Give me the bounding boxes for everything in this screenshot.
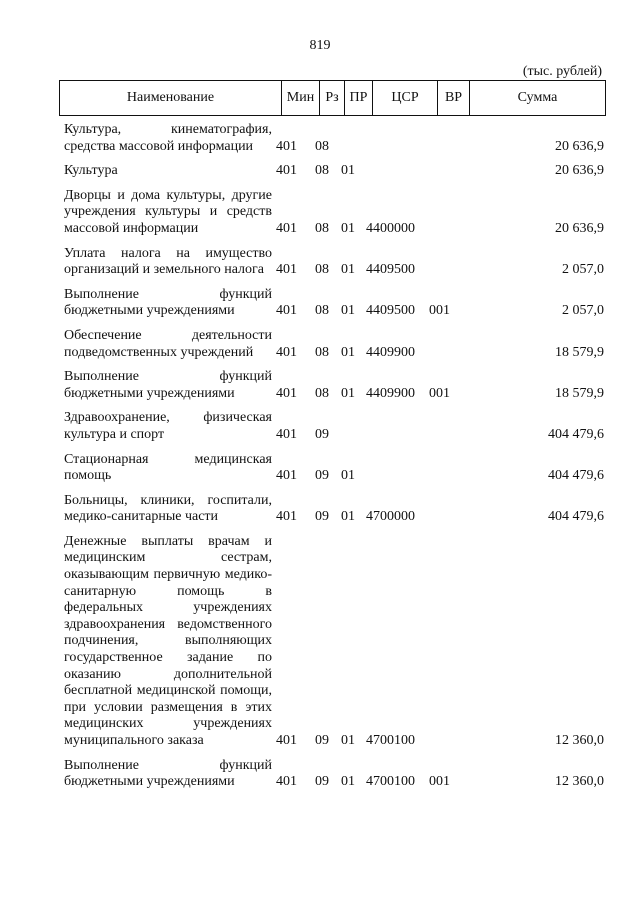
column-header-name: Наименование: [60, 81, 282, 116]
table-row: [64, 287, 604, 320]
row-pr: 01: [341, 774, 355, 790]
row-vr: 001: [429, 303, 450, 319]
column-header-csr: ЦСР: [373, 81, 438, 116]
table-row: [64, 410, 604, 443]
row-sum: 12 360,0: [555, 733, 604, 748]
row-rz: 09: [315, 733, 329, 748]
row-csr: 4400000: [366, 220, 415, 236]
row-min: 401: [276, 385, 297, 401]
row-csr: 4409500: [366, 303, 415, 319]
row-name: Выполнение функций бюджетными учреждениями: [64, 286, 272, 319]
row-min: 401: [276, 426, 297, 442]
row-rz: 09: [315, 774, 329, 790]
row-sum: 20 636,9: [555, 138, 604, 154]
table-row: [64, 493, 604, 526]
row-sum: 12 360,0: [555, 774, 604, 790]
row-pr: 01: [341, 344, 355, 360]
row-rz: 08: [315, 344, 329, 360]
row-name: Денежные выплаты врачам и медицинским сестрам, оказывающим первичную медико-санитарную помощь в федеральных учреждениях здравоохранения ведомственного подчинения, выполняющих государственное задание по оказанию дополнительной бесплатной медицинской помощи, при условии размещения в этих медицинских учреждениях муниципального заказа: [64, 533, 272, 748]
row-pr: 01: [341, 303, 355, 319]
row-pr: 01: [341, 733, 355, 748]
row-sum: 2 057,0: [562, 303, 604, 319]
table-row: [64, 328, 604, 361]
row-rz: 09: [315, 468, 329, 484]
row-name: Обеспечение деятельности подведомственных учреждений: [64, 327, 272, 360]
row-pr: 01: [341, 220, 355, 236]
row-pr: 01: [341, 385, 355, 401]
table-body: [64, 122, 604, 799]
row-name: Здравоохранение, физическая культура и спорт: [64, 410, 272, 442]
row-min: 401: [276, 468, 297, 484]
row-name: Культура: [64, 163, 118, 179]
row-name: Выполнение функций бюджетными учреждениями: [64, 369, 272, 401]
row-name: Дворцы и дома культуры, другие учреждения культуры и средств массовой информации: [64, 187, 272, 236]
row-sum: 404 479,6: [548, 509, 604, 525]
row-min: 401: [276, 733, 297, 748]
column-header-vr: ВР: [438, 81, 470, 116]
table-row: [64, 369, 604, 402]
table-row: [64, 246, 604, 279]
row-sum: 20 636,9: [555, 163, 604, 179]
row-rz: 08: [315, 262, 329, 278]
row-min: 401: [276, 163, 297, 179]
row-csr: 4409900: [366, 385, 415, 401]
table-row: [64, 452, 604, 485]
column-header-sum: Сумма: [470, 81, 606, 116]
row-csr: 4700000: [366, 509, 415, 525]
table-header: [59, 80, 606, 116]
row-rz: 08: [315, 303, 329, 319]
row-csr: 4409900: [366, 344, 415, 360]
row-rz: 08: [315, 163, 329, 179]
row-name: Выполнение функций бюджетными учреждениями: [64, 757, 272, 790]
row-sum: 2 057,0: [562, 262, 604, 278]
row-sum: 404 479,6: [548, 468, 604, 484]
column-header-rz: Рз: [320, 81, 345, 116]
row-min: 401: [276, 138, 297, 154]
row-pr: 01: [341, 509, 355, 525]
row-rz: 09: [315, 509, 329, 525]
page-number: 819: [309, 38, 331, 53]
row-min: 401: [276, 303, 297, 319]
row-min: 401: [276, 344, 297, 360]
row-min: 401: [276, 509, 297, 525]
row-name: Уплата налога на имущество организаций и земельного налога: [64, 245, 272, 278]
row-csr: 4700100: [366, 774, 415, 790]
row-vr: 001: [429, 774, 450, 790]
row-rz: 08: [315, 138, 329, 154]
column-header-pr: ПР: [345, 81, 373, 116]
units-note: (тыс. рублей): [522, 64, 602, 79]
table-row: [64, 122, 604, 155]
row-min: 401: [276, 262, 297, 278]
row-csr: 4409500: [366, 262, 415, 278]
row-sum: 20 636,9: [555, 220, 604, 236]
row-sum: 18 579,9: [555, 344, 604, 360]
row-sum: 404 479,6: [548, 426, 604, 442]
row-pr: 01: [341, 163, 355, 179]
row-min: 401: [276, 774, 297, 790]
row-csr: 4700100: [366, 733, 415, 748]
row-rz: 09: [315, 426, 329, 442]
table-row: [64, 163, 604, 180]
table-row: [64, 188, 604, 238]
row-name: Больницы, клиники, госпитали, медико-санитарные части: [64, 492, 272, 525]
table-row: [64, 534, 604, 750]
row-pr: 01: [341, 262, 355, 278]
row-min: 401: [276, 220, 297, 236]
row-sum: 18 579,9: [555, 385, 604, 401]
row-pr: 01: [341, 468, 355, 484]
column-header-min: Мин: [282, 81, 320, 116]
row-vr: 001: [429, 385, 450, 401]
row-name: Стационарная медицинская помощь: [64, 451, 272, 484]
table-row: [64, 758, 604, 791]
row-name: Культура, кинематография, средства массовой информации: [64, 122, 272, 154]
row-rz: 08: [315, 385, 329, 401]
row-rz: 08: [315, 220, 329, 236]
